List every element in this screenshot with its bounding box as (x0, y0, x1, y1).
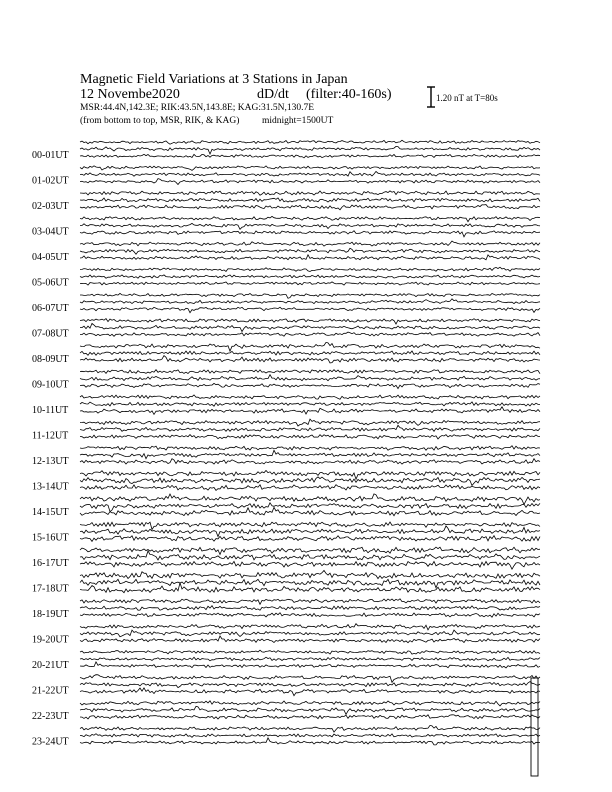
trace-row-16-17UT (32, 547, 540, 569)
trace-row-04-05UT (32, 241, 540, 263)
trace-KAG (80, 701, 540, 706)
scale-label: 1.20 nT at T=80s (436, 93, 498, 103)
chart-date: 12 Novembe2020 (80, 87, 180, 102)
trace-KAG (80, 293, 540, 298)
trace-row-17-18UT (32, 570, 540, 594)
trace-RIK (80, 551, 540, 560)
trace-MSR (80, 407, 540, 415)
trace-MSR (80, 332, 540, 336)
trace-KAG (80, 446, 540, 451)
trace-row-15-16UT (32, 522, 540, 544)
large-spike-trace (531, 678, 538, 776)
trace-KAG (80, 140, 540, 144)
trace-KAG (80, 570, 540, 578)
row-label: 07-08UT (32, 328, 69, 340)
row-label: 17-18UT (32, 583, 69, 595)
trace-row-06-07UT (32, 293, 540, 314)
trace-MSR (80, 613, 540, 618)
trace-KAG (80, 267, 540, 271)
trace-KAG (80, 599, 540, 605)
trace-KAG (80, 650, 540, 654)
trace-KAG (80, 342, 540, 351)
row-label: 14-15UT (32, 507, 69, 518)
trace-row-05-06UT (32, 267, 540, 288)
trace-row-08-09UT (32, 342, 540, 365)
row-label: 18-19UT (32, 609, 69, 620)
row-label: 13-14UT (32, 481, 69, 493)
row-label: 05-06UT (32, 277, 69, 289)
trace-KAG (80, 370, 540, 374)
row-label: 10-11UT (32, 405, 69, 416)
row-label: 16-17UT (32, 558, 69, 569)
stations-label: MSR:44.4N,142.3E; RIK:43.5N,143.8E; KAG:31.5N,130.7E (80, 103, 315, 113)
trace-RIK (80, 706, 540, 714)
trace-RIK (80, 606, 540, 611)
trace-RIK (80, 682, 540, 688)
trace-RIK (80, 402, 540, 406)
row-label: 04-05UT (32, 252, 69, 263)
trace-MSR (80, 662, 540, 668)
trace-MSR (80, 738, 540, 745)
trace-RIK (80, 425, 540, 431)
trace-MSR (80, 459, 540, 464)
trace-MSR (80, 356, 540, 363)
trace-KAG (80, 216, 540, 221)
trace-MSR (80, 435, 540, 439)
trace-MSR (80, 485, 540, 491)
trace-row-01-02UT (32, 166, 540, 187)
trace-MSR (80, 231, 540, 237)
trace-RIK (80, 299, 540, 304)
trace-KAG (80, 522, 540, 530)
trace-KAG (80, 471, 540, 480)
trace-RIK (80, 503, 540, 512)
trace-row-11-12UT (32, 419, 540, 441)
trace-MSR (80, 688, 540, 696)
row-label: 08-09UT (32, 354, 69, 365)
trace-MSR (80, 255, 540, 260)
row-label: 00-01UT (32, 150, 69, 161)
trace-KAG (80, 725, 540, 732)
trace-RIK (80, 477, 540, 486)
chart-title: Magnetic Field Variations at 3 Stations in Japan (80, 72, 348, 87)
trace-MSR (80, 583, 540, 593)
trace-RIK (80, 323, 540, 331)
station-order-note: (from bottom to top, MSR, RIK, & KAG) (80, 116, 240, 126)
row-label: 01-02UT (32, 175, 69, 187)
trace-RIK (80, 657, 540, 661)
row-label: 22-23UT (32, 711, 69, 722)
trace-MSR (80, 154, 540, 158)
trace-RIK (80, 171, 540, 176)
trace-RIK (80, 375, 540, 381)
trace-MSR (80, 383, 540, 388)
trace-MSR (80, 561, 540, 569)
midnight-note: midnight=1500UT (262, 116, 334, 126)
trace-RIK (80, 146, 540, 154)
trace-row-02-03UT (32, 191, 540, 212)
row-label: 11-12UT (32, 430, 69, 442)
trace-MSR (80, 307, 540, 313)
trace-RIK (80, 579, 540, 588)
trace-RIK (80, 275, 540, 278)
trace-MSR (80, 282, 540, 285)
row-label: 09-10UT (32, 379, 69, 391)
trace-RIK (80, 630, 540, 637)
trace-row-22-23UT (32, 701, 540, 722)
trace-MSR (80, 205, 540, 210)
trace-KAG (80, 624, 540, 630)
row-label: 15-16UT (32, 532, 69, 544)
trace-row-13-14UT (32, 471, 540, 493)
trace-KAG (80, 395, 540, 399)
row-label: 19-20UT (32, 634, 69, 646)
trace-MSR (80, 636, 540, 643)
trace-RIK (80, 198, 540, 202)
trace-row-07-08UT (32, 319, 540, 340)
trace-KAG (80, 166, 540, 171)
row-label: 02-03UT (32, 201, 69, 212)
trace-MSR (80, 536, 540, 542)
row-label: 06-07UT (32, 303, 69, 314)
trace-row-19-20UT (32, 624, 540, 646)
trace-row-03-04UT (32, 216, 540, 237)
component-label: dD/dt (257, 87, 289, 102)
trace-KAG (80, 319, 540, 324)
row-label: 03-04UT (32, 226, 69, 238)
row-label: 20-21UT (32, 660, 69, 671)
trace-row-20-21UT (32, 650, 540, 671)
trace-row-09-10UT (32, 370, 540, 391)
trace-RIK (80, 734, 540, 738)
filter-label: (filter:40-160s) (306, 87, 392, 102)
row-label: 12-13UT (32, 456, 69, 467)
trace-row-10-11UT (32, 395, 540, 416)
row-label: 23-24UT (32, 736, 69, 748)
trace-KAG (80, 241, 540, 246)
trace-MSR (80, 715, 540, 719)
row-label: 21-22UT (32, 685, 69, 697)
trace-MSR (80, 507, 540, 515)
trace-RIK (80, 450, 540, 459)
trace-RIK (80, 223, 540, 229)
trace-row-14-15UT (32, 494, 540, 518)
trace-KAG (80, 675, 540, 683)
trace-KAG (80, 191, 540, 195)
trace-RIK (80, 351, 540, 355)
trace-row-00-01UT (32, 140, 540, 161)
trace-KAG (80, 419, 540, 426)
trace-row-12-13UT (32, 446, 540, 467)
trace-row-18-19UT (32, 599, 540, 620)
trace-KAG (80, 494, 540, 505)
trace-RIK (80, 526, 540, 537)
trace-MSR (80, 179, 540, 185)
trace-RIK (80, 248, 540, 254)
trace-row-23-24UT (32, 725, 540, 747)
trace-row-21-22UT (32, 675, 540, 697)
